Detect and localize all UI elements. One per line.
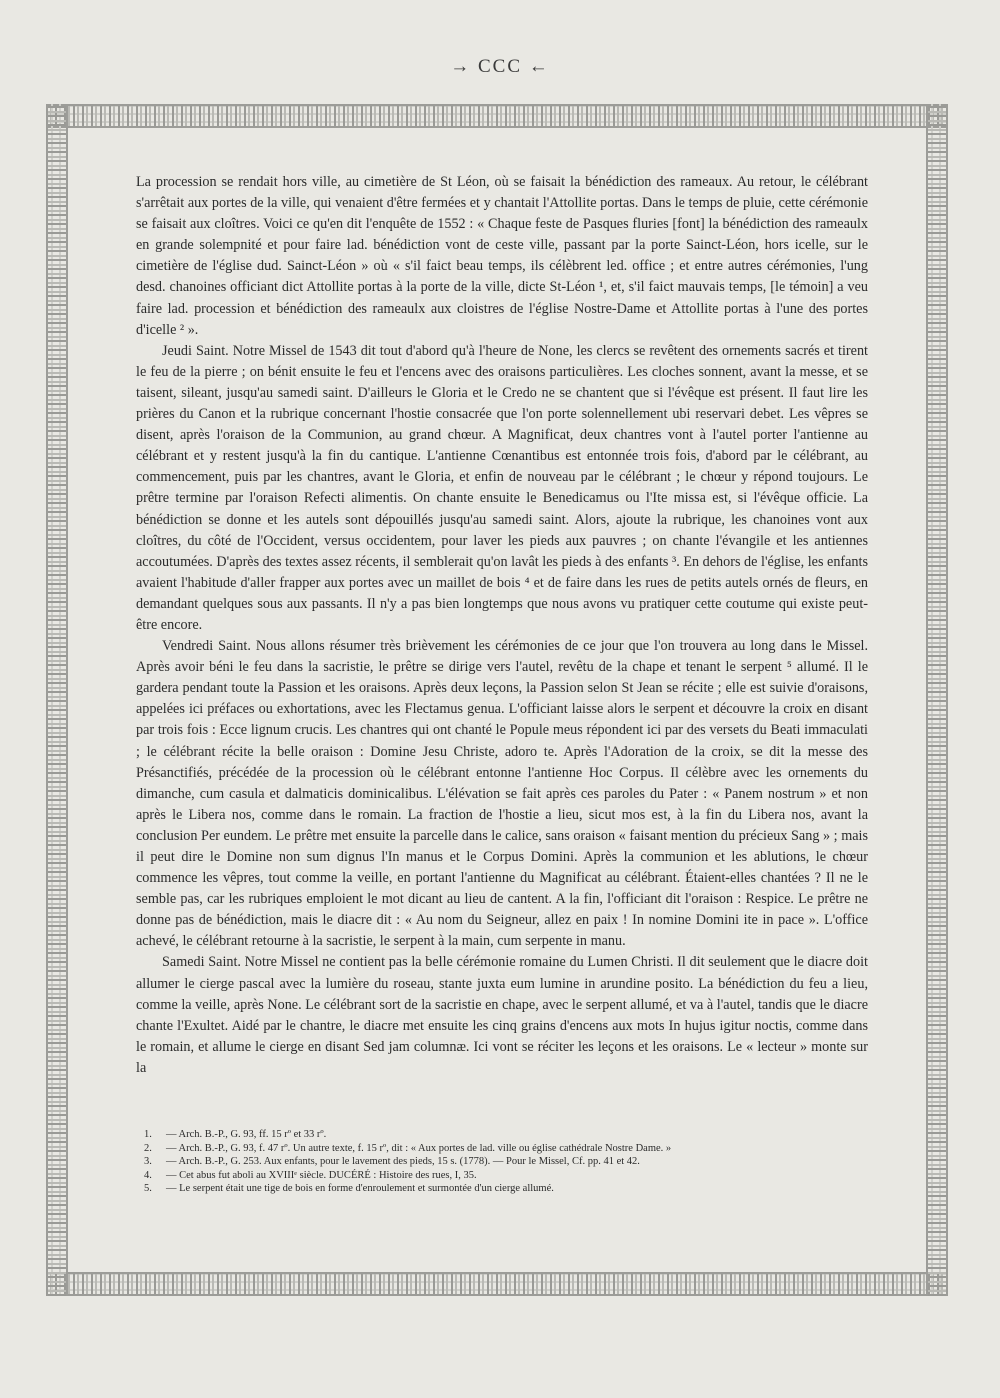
paragraph-vendredi-saint: Vendredi Saint. Nous allons résumer très brièvement les cérémonies de ce jour que l'on trouvera au long dans le Missel. Après avoir béni le feu dans la sacristie, le prêtre se dirige vers l'autel, revêtu de la chape et tenant le serpent ⁵ allumé. Il le gardera pendant toute la Passion et les oraisons. Après deux leçons, la Passion selon St Jean se récite ; elle est suivie d'oraisons, appelées ici préfaces ou exhortations, avec les Flectamus genua. L'officiant laisse alors le serpent et découvre la croix en disant par trois fois : Ecce lignum crucis. Les chantres qui ont chanté le Popule meus répondent ici par des versets du Beati immaculati ; le célébrant récite la belle oraison : Domine Jesu Christe, adoro te. Après l'Adoration de la croix, se dit la messe des Présanctifiés, précédée de la procession où le célébrant entonne l'antienne Hoc Corpus. Il célèbre avec les ornements du dimanche, cum casula et dalmaticis dominicalibus. L'élévation se fait après ces paroles du Pater : « Panem nostrum » et non après le Libera nos, comme dans le romain. La fraction de l'hostie a lieu, sicut mos est, à la fin du Libera nos, avant la conclusion Per eundem. Le prêtre met ensuite la parcelle dans le calice, sans oraison « faisant mention du précieux Sang » ; mais il peut dire le Domine non sum dignus l'In manus et le Corpus Domini. Après la communion et les ablutions, le chœur commence les vêpres, tout comme la veille, en portant l'antienne du Magnificat au célébrant. Étaient-elles chantées ? Il ne le semble pas, car les rubriques emploient le mot dicant au lieu de cantent. A la fin, l'officiant dit l'oraison : Respice. Le prêtre ne donne pas de bénédiction, mais le diacre dit : « Au nom du Seigneur, allez en paix ! In nomine Domini ite in pace ». L'office achevé, le célébrant retourne à la sacristie, le serpent à la main, cum serpente in manu. xyxy=(136,638,868,950)
frame-border-top xyxy=(46,104,948,128)
footnote-number: 5. xyxy=(144,1183,152,1195)
frame-border-bottom xyxy=(46,1272,948,1296)
paragraph-jeudi-saint: Jeudi Saint. Notre Missel de 1543 dit tout d'abord qu'à l'heure de None, les clercs se revêtent des ornements sacrés et tirent le feu de la pierre ; on bénit ensuite le feu et l'encens avec des oraisons particulières. Les cloches sonnent, avant la messe, et se taisent, sileant, jusqu'au samedi saint. D'ailleurs le Gloria et le Credo ne se chantent que si l'évêque est présent. Il faut lire les prières du Canon et la rubrique concernant l'hostie consacrée que l'on porte solennellement ubi reservari debet. Les vêpres se disent, après l'oraison de la Communion, au grand chœur. A Magnificat, deux chantres vont à l'autel porter l'antienne au célébrant et y restent jusqu'à la fin du cantique. L'antienne Cœnantibus est entonnée trois fois, d'abord par le célébrant, au commencement, puis par les chantres, avant le Gloria, et enfin de nouveau par le célébrant ; le chœur y répond toujours. Le prêtre termine par l'oraison Refecti alimentis. On chante ensuite le Benedicamus ou l'Ite missa est, si l'évêque officie. La bénédiction se donne et les autels sont dépouillés jusqu'au samedi saint. Alors, ajoute la rubrique, les chanoines vont aux cloîtres, du côté de l'Occident, versus occidentem, pour laver les pieds aux pauvres ; on chante l'évangile et les antiennes accoutumées. D'après des textes assez récents, il semblerait qu'on lavât les pieds à des enfants ³. En dehors de l'église, les enfants avaient l'habitude d'aller frapper aux portes avec un maillet de bois ⁴ et de faire dans les rues de petits autels ornés de fleurs, en demandant quelques sous aux passants. Il n'y a pas bien longtemps que nous avons vu pratiquer cette coutume qui existe peut-être encore. xyxy=(136,342,868,633)
footnote xyxy=(144,1169,864,1183)
frame-border-left xyxy=(46,104,68,1296)
body-text xyxy=(136,172,868,1079)
footnotes xyxy=(144,1128,864,1196)
footnote-number: 1. xyxy=(144,1129,152,1140)
paragraph-procession: La procession se rendait hors ville, au cimetière de St Léon, où se faisait la bénédiction des rameaux. Au retour, le célébrant s'arrêtait aux portes de la ville, qui venaient d'être fermées et y chantait l'Attollite portas. Dans le temps de pluie, cette cérémonie se faisait aux cloîtres. Voici ce qu'en dit l'enquête de 1552 : « Chaque feste de Pasques fluries [font] la bénédiction des rameaulx en grande solempnité et pour faire lad. bénédiction vont de ceste ville, passant par la porte Sainct-Léon, hors icelle, sur le cimetière de l'église dud. Sainct-Léon » où « s'il faict beau temps, ils célèbrent led. office ; et entre autres cérémonies, l'ung desd. chanoines officiant dict Attollite portas à la porte de la ville, dicte St-Léon ¹, et, s'il faict mauvais temps, [le témoin] a veu faire lad. procession et bénédiction des rameaulx aux cloistres de l'église Nostre-Dame et Attollite portas à l'une des portes d'icelle ² ». xyxy=(136,174,868,338)
main-text xyxy=(136,172,868,1079)
footnote-text: — Le serpent était une tige de bois en forme d'enroulement et surmontée d'un cierge allumé. xyxy=(166,1183,554,1195)
footnote-text: — Cet abus fut aboli au XVIIIᵉ siècle. DUCÉRÉ : Histoire des rues, I, 35. xyxy=(166,1169,477,1181)
footnote-text: — Arch. B.-P., G. 253. Aux enfants, pour le lavement des pieds, 15 s. (1778). — Pour le Missel, Cf. pp. 41 et 42. xyxy=(166,1156,640,1168)
frame-border-right xyxy=(926,104,948,1296)
footnote xyxy=(144,1142,864,1156)
footnote-text: — Arch. B.-P., G. 93, ff. 15 rº et 33 rº. xyxy=(166,1129,327,1140)
footnote-number: 4. xyxy=(144,1169,152,1181)
footnote xyxy=(144,1182,864,1196)
footnote-text: — Arch. B.-P., G. 93, f. 47 rº. Un autre texte, f. 15 rº, dit : « Aux portes de lad. ville ou église cathédrale Nostre Dame. » xyxy=(166,1142,672,1154)
paragraph-samedi-saint: Samedi Saint. Notre Missel ne contient pas la belle cérémonie romaine du Lumen Christi. Il dit seulement que le diacre doit allumer le cierge pascal avec la lumière du roseau, stante juxta eum lumine in arundine posito. La bénédiction du feu a lieu, comme la veille, après None. Le célébrant sort de la sacristie en chape, avec le serpent allumé, et va à l'autel, tandis que le diacre chante l'Exultet. Aidé par le chantre, le diacre met ensuite les cinq grains d'encens aux mots In hujus igitur noctis, comme dans le romain, et allume le cierge en disant Sed jam columnæ. Ici vont se réciter les leçons et les oraisons. Le « lecteur » monte sur la xyxy=(136,954,868,1076)
footnote-number: 2. xyxy=(144,1142,152,1154)
footnote-number: 3. xyxy=(144,1156,152,1168)
footnote xyxy=(144,1155,864,1169)
footnote xyxy=(144,1128,864,1142)
page-number: → CCC ← xyxy=(450,56,550,77)
